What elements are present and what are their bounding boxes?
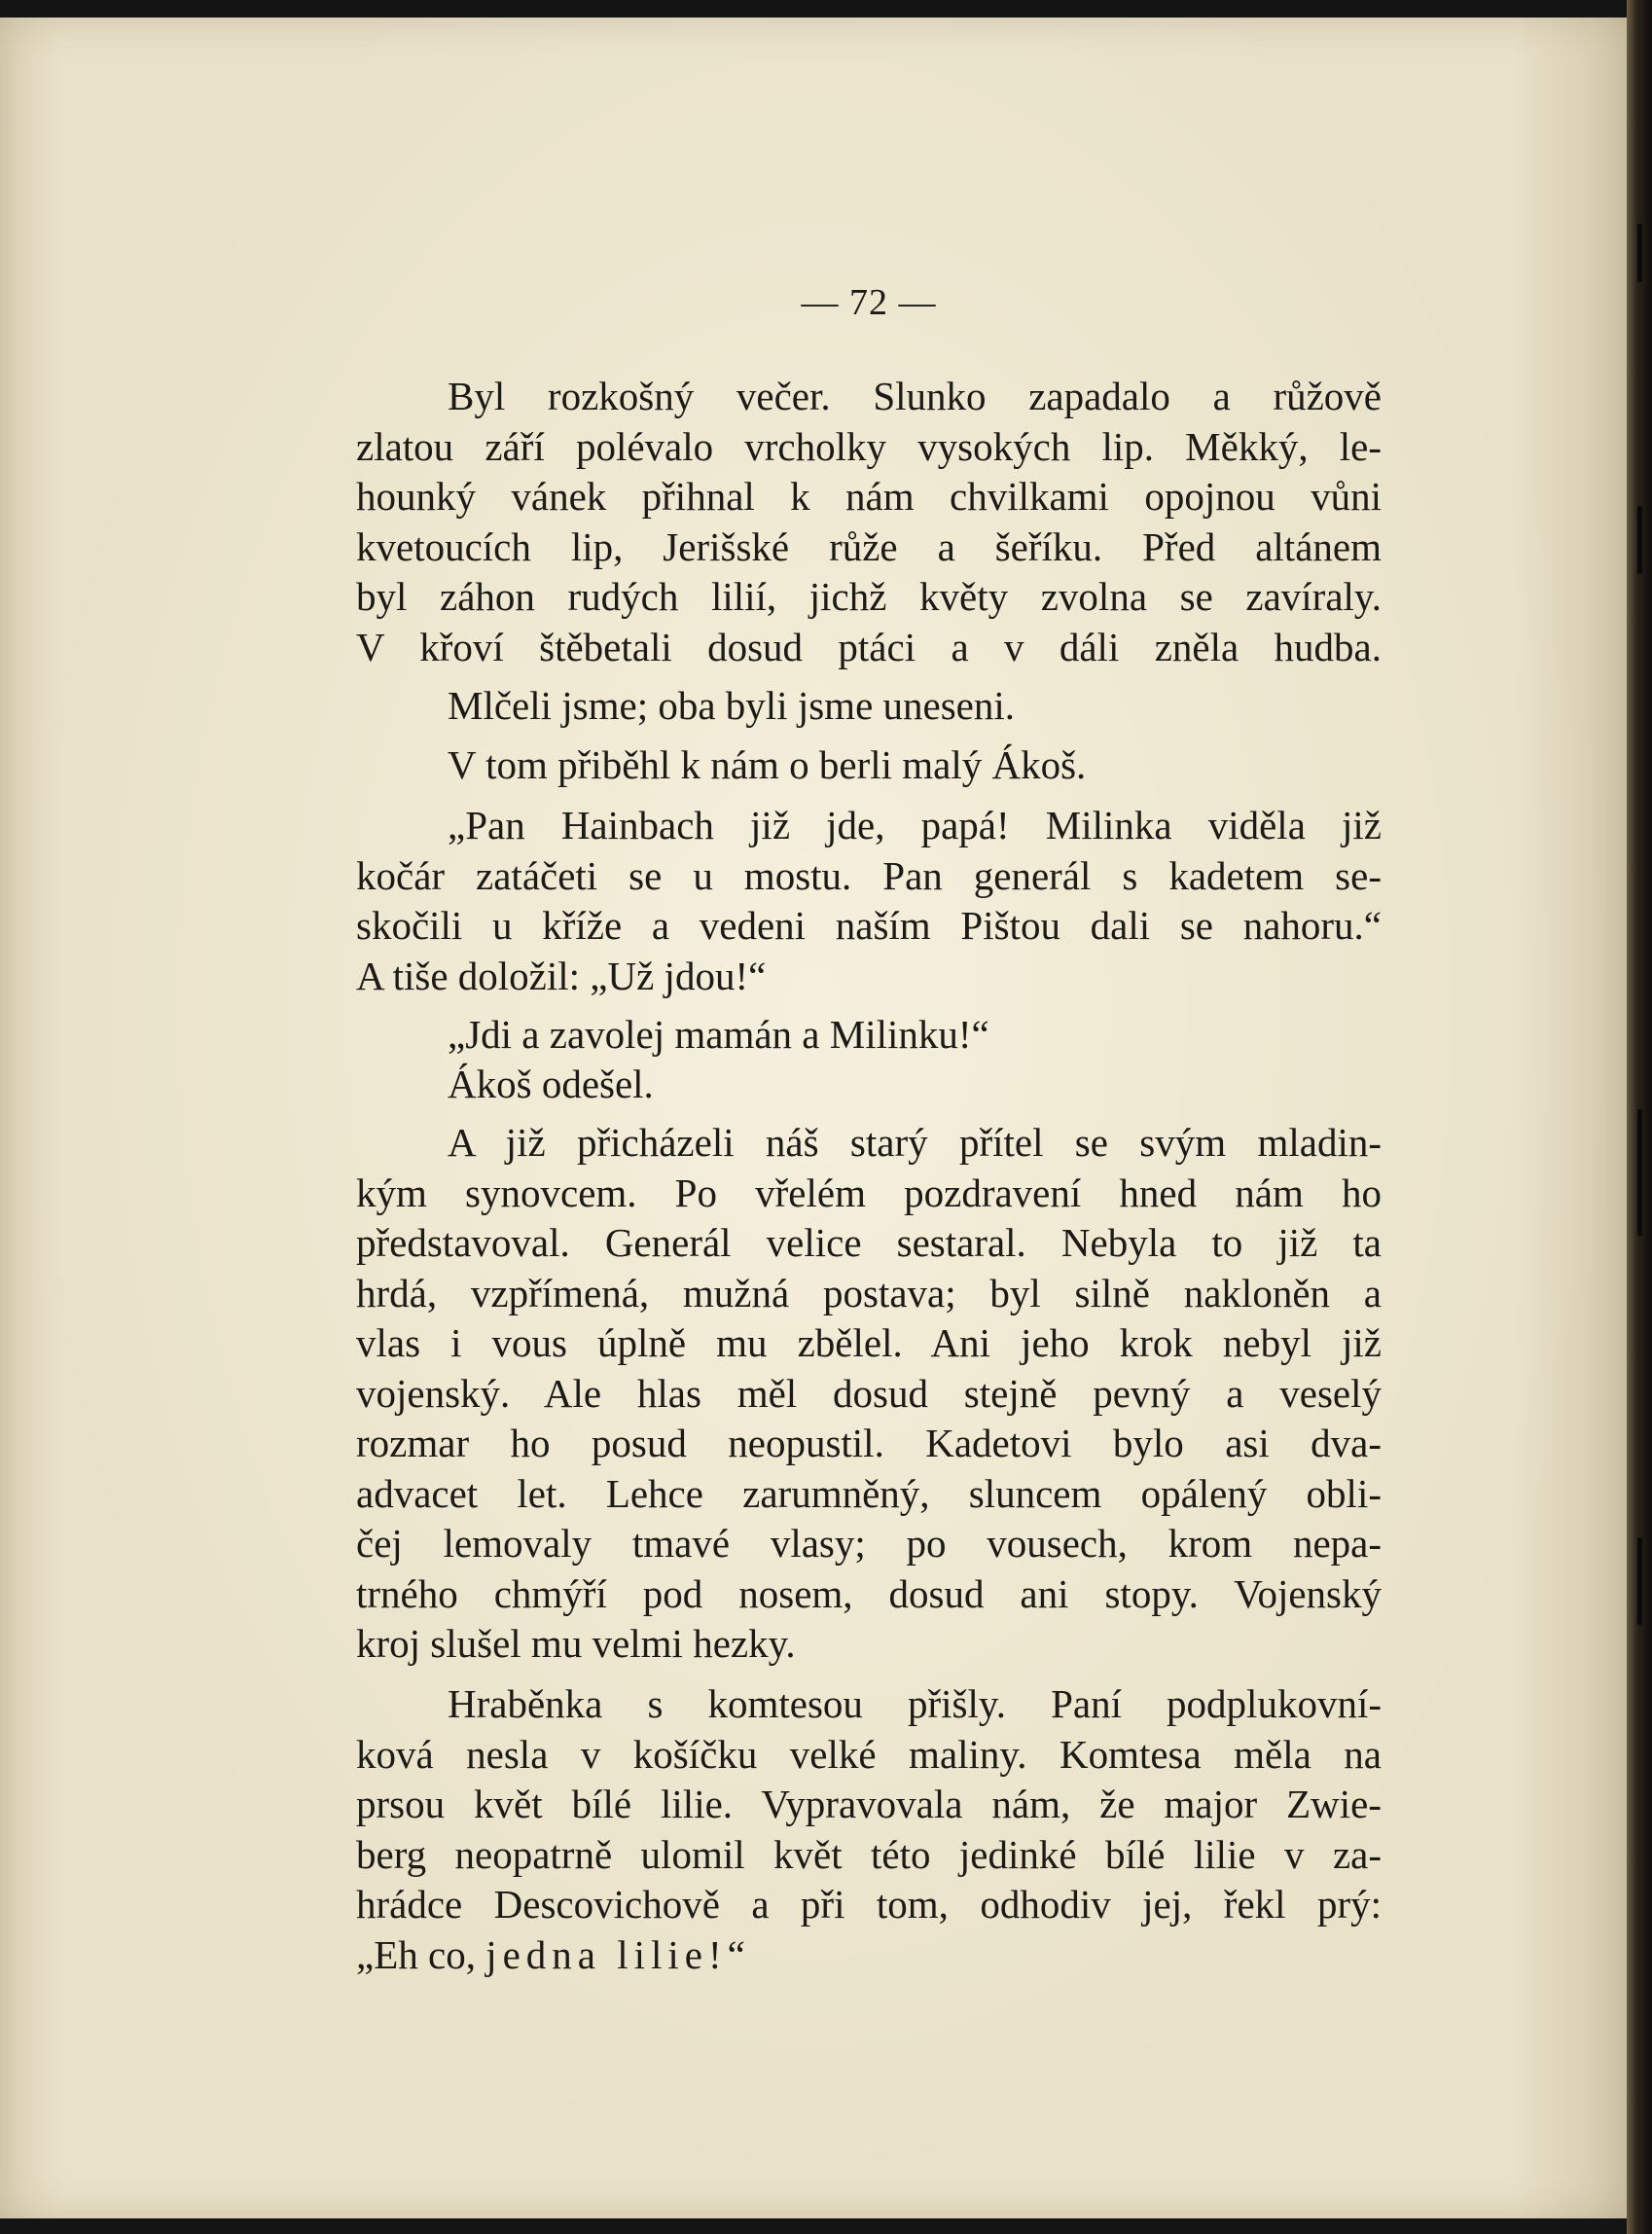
text-line: kvetoucích lip, Jerišské růže a šeříku. Před altánem	[356, 523, 1382, 569]
text-line: hrádce Descovichově a při tom, odhodiv jej, řekl prý:	[356, 1882, 1382, 1927]
text-line: hounký vánek přihnal k nám chvilkami opojnou vůni	[356, 474, 1382, 519]
paragraph-8	[356, 1679, 1382, 1980]
text-line-final	[356, 1930, 1382, 1981]
paragraph-6	[356, 1060, 1382, 1110]
text-line: vlas i vous úplně mu zbělel. Ani jeho krok nebyl již	[356, 1320, 1382, 1365]
text-line: vojenský. Ale hlas měl dosud stejně pevný a veselý	[356, 1370, 1382, 1416]
text-line: prsou květ bílé lilie. Vypravovala nám, že major Zwie-	[356, 1782, 1382, 1826]
text-line: V tom přiběhl k nám o berli malý Ákoš.	[448, 742, 1087, 787]
text-line: skočili u kříže a vedeni naším Pištou dali se nahoru.“	[356, 903, 1382, 948]
text-line: kroj slušel mu velmi hezky.	[356, 1621, 796, 1666]
final-prefix: „Eh co,	[356, 1931, 486, 1977]
book-spine-edge	[1627, 0, 1652, 2234]
text-line: „Pan Hainbach již jde, papá! Milinka viděla již	[448, 803, 1382, 847]
text-line: A tiše doložil: „Už jdou!“	[356, 953, 767, 998]
text-line: berg neopatrně ulomil květ této jedinké bílé lilie v za-	[356, 1831, 1382, 1877]
edge-mark	[1637, 1537, 1642, 1625]
final-spaced-words: jedna lilie!“	[485, 1931, 751, 1977]
text-line: hrdá, vzpřímená, mužná postava; byl silně nakloněn a	[356, 1270, 1382, 1315]
text-line: kočár zatáčeti se u mostu. Pan generál s kadetem se-	[356, 852, 1382, 898]
text-line: A již přicházeli náš starý přítel se svým mladin-	[448, 1120, 1382, 1165]
paragraph-3	[356, 740, 1382, 791]
text-line: „Jdi a zavolej mamán a Milinku!“	[448, 1012, 989, 1057]
paragraph-2	[356, 681, 1382, 732]
text-line: rozmar ho posud neopustil. Kadetovi bylo asi dva-	[356, 1421, 1382, 1465]
text-line: byl záhon rudých lilií, jichž květy zvolna se zavíraly.	[356, 574, 1382, 619]
paragraph-7	[356, 1118, 1382, 1670]
page-number: — 72 —	[801, 282, 937, 323]
text-line: zlatou září polévalo vrcholky vysokých lip. Měkký, le-	[356, 423, 1382, 469]
text-line: trného chmýří pod nosem, dosud ani stopy. Vojenský	[356, 1570, 1382, 1616]
paragraph-4	[356, 801, 1382, 1001]
edge-mark	[1637, 1109, 1642, 1236]
text-line: představoval. Generál velice sestaral. Nebyla to již ta	[356, 1220, 1382, 1265]
paragraph-1	[356, 372, 1382, 672]
text-line: advacet let. Lehce zarumněný, sluncem opálený obli-	[356, 1470, 1382, 1516]
text-line: Mlčeli jsme; oba byli jsme uneseni.	[448, 683, 1016, 728]
text-line: Ákoš odešel.	[448, 1062, 654, 1106]
text-line: Byl rozkošný večer. Slunko zapadalo a růžově	[448, 374, 1382, 418]
text-line: V křoví štěbetali dosud ptáci a v dáli zněla hudba.	[356, 624, 1382, 669]
text-line: kým synovcem. Po vřelém pozdravení hned nám ho	[356, 1170, 1382, 1215]
paragraph-5	[356, 1010, 1382, 1061]
book-page	[0, 18, 1627, 2218]
text-line: Hraběnka s komtesou přišly. Paní podplukovní-	[448, 1681, 1382, 1726]
edge-mark	[1637, 506, 1642, 574]
edge-mark	[1637, 224, 1642, 282]
text-line: ková nesla v košíčku velké maliny. Komtesa měla na	[356, 1731, 1382, 1777]
text-line: čej lemovaly tmavé vlasy; po vousech, krom nepa-	[356, 1521, 1382, 1566]
